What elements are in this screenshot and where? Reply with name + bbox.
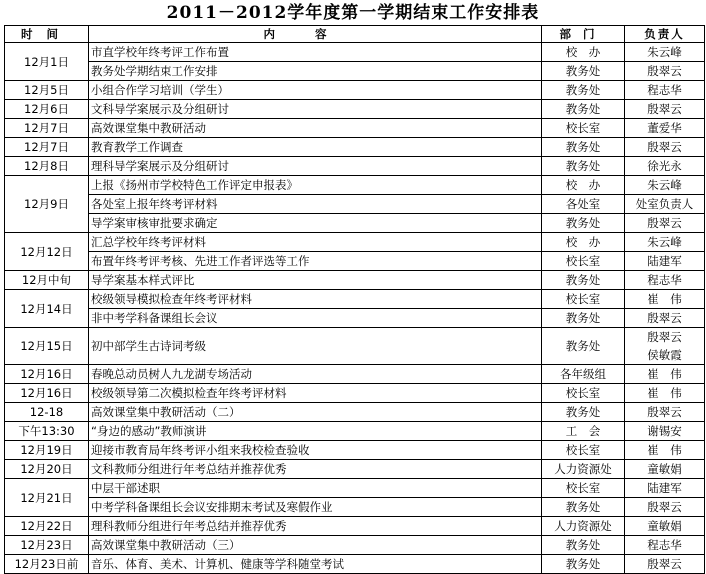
content-cell: 中考学科备课组长会议安排期末考试及寒假作业 (89, 498, 542, 517)
table-row (5, 498, 705, 517)
header-person: 负责人 (625, 26, 705, 43)
person-cell: 殷翠云 (625, 100, 705, 119)
dept-cell: 教务处 (542, 403, 625, 422)
content-cell: 初中部学生古诗词考级 (89, 328, 542, 365)
table-row (5, 157, 705, 176)
table-row (5, 555, 705, 574)
dept-cell: 教务处 (542, 138, 625, 157)
table-row (5, 176, 705, 195)
person-cell: 殷翠云 (625, 555, 705, 574)
person-cell: 陆建军 (625, 252, 705, 271)
date-cell: 12月1日 (5, 43, 89, 81)
dept-cell: 教务处 (542, 536, 625, 555)
person-cell: 朱云峰 (625, 233, 705, 252)
person-cell (625, 328, 705, 365)
dept-cell: 校 办 (542, 43, 625, 62)
person-cell: 殷翠云 (625, 62, 705, 81)
dept-cell: 人力资源处 (542, 517, 625, 536)
content-cell: 理科导学案展示及分组研讨 (89, 157, 542, 176)
content-cell: 校级领导第二次模拟检查年终考评材料 (89, 384, 542, 403)
header-dept: 部门 (542, 26, 625, 43)
table-row (5, 403, 705, 422)
table-row (5, 384, 705, 403)
date-cell: 12月中旬 (5, 271, 89, 290)
date-cell: 12月22日 (5, 517, 89, 536)
date-cell: 12月8日 (5, 157, 89, 176)
content-cell: 非中考学科备课组长会议 (89, 309, 542, 328)
table-row (5, 252, 705, 271)
person-cell: 朱云峰 (625, 176, 705, 195)
table-row (5, 214, 705, 233)
person-cell: 徐光永 (625, 157, 705, 176)
table-row (5, 119, 705, 138)
date-cell: 12月23日 (5, 536, 89, 555)
table-row (5, 441, 705, 460)
table-row (5, 100, 705, 119)
header-content: 内容 (89, 26, 542, 43)
content-cell: 小组合作学习培训（学生） (89, 81, 542, 100)
content-cell: 教务处学期结束工作安排 (89, 62, 542, 81)
content-cell: 汇总学校年终考评材料 (89, 233, 542, 252)
person-cell: 程志华 (625, 81, 705, 100)
content-cell: 音乐、体育、美术、计算机、健康等学科随堂考试 (89, 555, 542, 574)
person-cell: 殷翠云 (625, 214, 705, 233)
person-cell: 童敏娟 (625, 460, 705, 479)
date-cell: 12月7日 (5, 119, 89, 138)
date-cell: 12月16日 (5, 365, 89, 384)
content-cell: 各处室上报年终考评材料 (89, 195, 542, 214)
person-line: 侯敏霞 (647, 348, 682, 362)
content-cell: 中层干部述职 (89, 479, 542, 498)
dept-cell: 各处室 (542, 195, 625, 214)
table-row (5, 479, 705, 498)
dept-cell: 校长室 (542, 119, 625, 138)
dept-cell: 教务处 (542, 214, 625, 233)
date-cell: 12月21日 (5, 479, 89, 517)
dept-cell: 校长室 (542, 479, 625, 498)
dept-cell: 各年级组 (542, 365, 625, 384)
date-cell: 12月16日 (5, 384, 89, 403)
content-cell: 上报《扬州市学校特色工作评定申报表》 (89, 176, 542, 195)
date-cell: 12月15日 (5, 328, 89, 365)
person-cell: 程志华 (625, 536, 705, 555)
header-row (5, 26, 705, 43)
dept-cell: 教务处 (542, 100, 625, 119)
content-cell: 校级领导模拟检查年终考评材料 (89, 290, 542, 309)
person-cell: 殷翠云 (625, 309, 705, 328)
content-cell: 导学案基本样式评比 (89, 271, 542, 290)
content-cell: 高效课堂集中教研活动 (89, 119, 542, 138)
table-row (5, 328, 705, 365)
dept-cell: 教务处 (542, 157, 625, 176)
person-cell: 谢锡安 (625, 422, 705, 441)
table-row (5, 290, 705, 309)
date-cell: 下午13:30 (5, 422, 89, 441)
content-cell: 文科教师分组进行年考总结并推荐优秀 (89, 460, 542, 479)
dept-cell: 教务处 (542, 62, 625, 81)
dept-cell: 校 办 (542, 233, 625, 252)
content-cell: 理科教师分组进行年考总结并推荐优秀 (89, 517, 542, 536)
date-cell: 12月6日 (5, 100, 89, 119)
person-cell: 崔 伟 (625, 290, 705, 309)
dept-cell: 教务处 (542, 271, 625, 290)
dept-cell: 人力资源处 (542, 460, 625, 479)
dept-cell: 教务处 (542, 555, 625, 574)
table-row (5, 536, 705, 555)
content-cell: 高效课堂集中教研活动（三） (89, 536, 542, 555)
date-cell: 12月12日 (5, 233, 89, 271)
dept-cell: 校长室 (542, 384, 625, 403)
page-title: 2011－2012学年度第一学期结束工作安排表 (166, 3, 540, 23)
content-cell: 高效课堂集中教研活动（二） (89, 403, 542, 422)
table-row (5, 309, 705, 328)
person-cell: 处室负责人 (625, 195, 705, 214)
table-row (5, 233, 705, 252)
date-cell: 12-18 (5, 403, 89, 422)
dept-cell: 校长室 (542, 252, 625, 271)
table-row (5, 460, 705, 479)
dept-cell: 校 办 (542, 176, 625, 195)
person-cell: 朱云峰 (625, 43, 705, 62)
content-cell: 导学案审核审批要求确定 (89, 214, 542, 233)
date-cell: 12月14日 (5, 290, 89, 328)
table-row (5, 517, 705, 536)
person-cell: 崔 伟 (625, 365, 705, 384)
person-cell: 程志华 (625, 271, 705, 290)
dept-cell: 教务处 (542, 309, 625, 328)
person-cell: 崔 伟 (625, 384, 705, 403)
dept-cell: 工 会 (542, 422, 625, 441)
table-row (5, 365, 705, 384)
person-cell: 童敏娟 (625, 517, 705, 536)
table-row (5, 138, 705, 157)
date-cell: 12月9日 (5, 176, 89, 233)
schedule-table (4, 25, 705, 574)
dept-cell: 校长室 (542, 441, 625, 460)
person-cell: 陆建军 (625, 479, 705, 498)
content-cell: 迎接市教育局年终考评小组来我校检查验收 (89, 441, 542, 460)
table-row (5, 422, 705, 441)
person-cell: 殷翠云 (625, 498, 705, 517)
content-cell: 教育教学工作调查 (89, 138, 542, 157)
table-row (5, 43, 705, 62)
date-cell: 12月20日 (5, 460, 89, 479)
content-cell: 布置年终考评考核、先进工作者评选等工作 (89, 252, 542, 271)
dept-cell: 教务处 (542, 81, 625, 100)
content-cell: 市直学校年终考评工作布置 (89, 43, 542, 62)
date-cell: 12月23日前 (5, 555, 89, 574)
table-row (5, 62, 705, 81)
person-cell: 殷翠云 (625, 138, 705, 157)
table-row (5, 195, 705, 214)
person-cell: 董爱华 (625, 119, 705, 138)
content-cell: “身边的感动”教师演讲 (89, 422, 542, 441)
person-cell: 崔 伟 (625, 441, 705, 460)
table-row (5, 271, 705, 290)
date-cell: 12月5日 (5, 81, 89, 100)
dept-cell: 校长室 (542, 290, 625, 309)
header-time: 时间 (5, 26, 89, 43)
dept-cell: 教务处 (542, 498, 625, 517)
date-cell: 12月19日 (5, 441, 89, 460)
content-cell: 文科导学案展示及分组研讨 (89, 100, 542, 119)
person-line: 殷翠云 (647, 330, 682, 344)
date-cell: 12月7日 (5, 138, 89, 157)
content-cell: 春晚总动员树人九龙湖专场活动 (89, 365, 542, 384)
table-row (5, 81, 705, 100)
dept-cell: 教务处 (542, 328, 625, 365)
person-cell: 殷翠云 (625, 403, 705, 422)
